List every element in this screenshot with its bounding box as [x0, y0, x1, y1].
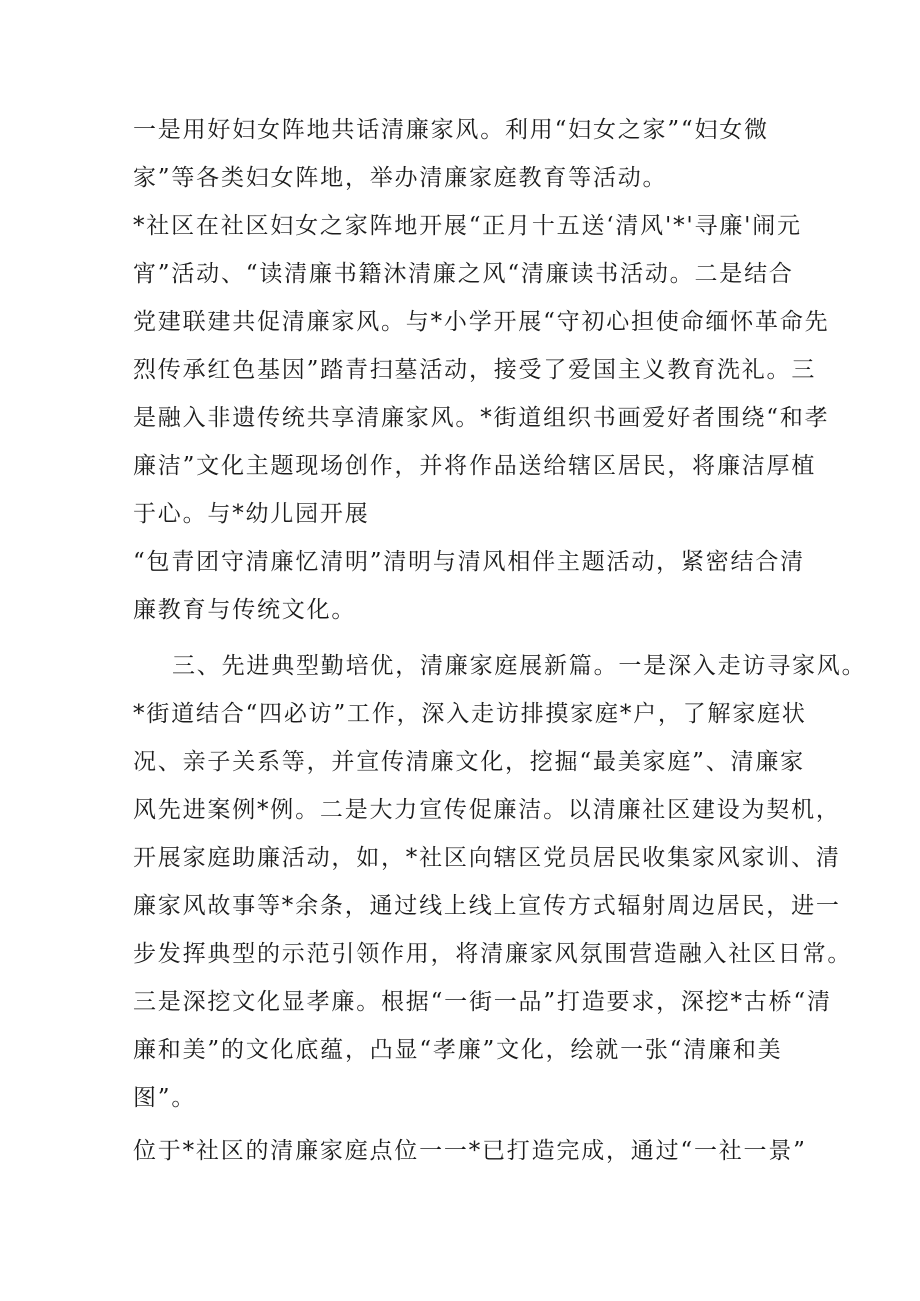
paragraph-line: 廉家风故事等*余条，通过线上线上宣传方式辐射周边居民，进一 [133, 893, 841, 919]
paragraph-line: 廉和美”的文化底蕴，凸显“孝廉”文化，绘就一张“清廉和美 [133, 1037, 783, 1063]
paragraph-line: 步发挥典型的示范引领作用，将清廉家风氛围营造融入社区日常。 [133, 941, 853, 967]
paragraph-line: 于心。与*幼儿园开展 [133, 501, 370, 527]
paragraph-line: 家”等各类妇女阵地，举办清廉家庭教育等活动。 [133, 165, 668, 191]
paragraph-line: *社区在社区妇女之家阵地开展“正月十五送‘清风'*'寻廉'闹元 [133, 213, 802, 239]
paragraph-line: 位于*社区的清廉家庭点位一一*已打造完成，通过“一社一景” [133, 1138, 807, 1164]
section-heading-line: 三、先进典型勤培优，清廉家庭展新篇。一是深入走访寻家风。 [172, 653, 867, 679]
paragraph-line: “包青团守清廉忆清明”清明与清风相伴主题活动，紧密结合清 [133, 549, 805, 575]
paragraph-line: *街道结合“四必访”工作，深入走访排摸家庭*户，了解家庭状 [133, 701, 807, 727]
paragraph-line: 一是用好妇女阵地共话清廉家风。利用“妇女之家”“妇女微 [133, 117, 769, 143]
paragraph-line: 党建联建共促清廉家风。与*小学开展“守初心担使命缅怀革命先 [133, 309, 830, 335]
paragraph-line: 开展家庭助廉活动，如，*社区向辖区党员居民收集家风家训、清 [133, 845, 841, 871]
paragraph-line: 三是深挖文化显孝廉。根据“一街一品”打造要求，深挖*古桥“清 [133, 989, 832, 1015]
paragraph-line: 是融入非遗传统共享清廉家风。*街道组织书画爱好者围绕“和孝 [133, 405, 830, 431]
paragraph-line: 况、亲子关系等，并宣传清廉文化，挖掘“最美家庭”、清廉家 [133, 749, 805, 775]
paragraph-line: 廉教育与传统文化。 [133, 597, 357, 623]
paragraph-line: 宵”活动、“读清廉书籍沐清廉之风“清廉读书活动。二是结合 [133, 261, 794, 287]
paragraph-line: 图”。 [133, 1085, 197, 1111]
paragraph-line: 风先进案例*例。二是大力宣传促廉洁。以清廉社区建设为契机， [133, 797, 841, 823]
paragraph-line: 廉洁”文化主题现场创作，并将作品送给辖区居民，将廉洁厚植 [133, 453, 817, 479]
paragraph-line: 烈传承红色基因”踏青扫墓活动，接受了爱国主义教育洗礼。三 [133, 357, 817, 383]
